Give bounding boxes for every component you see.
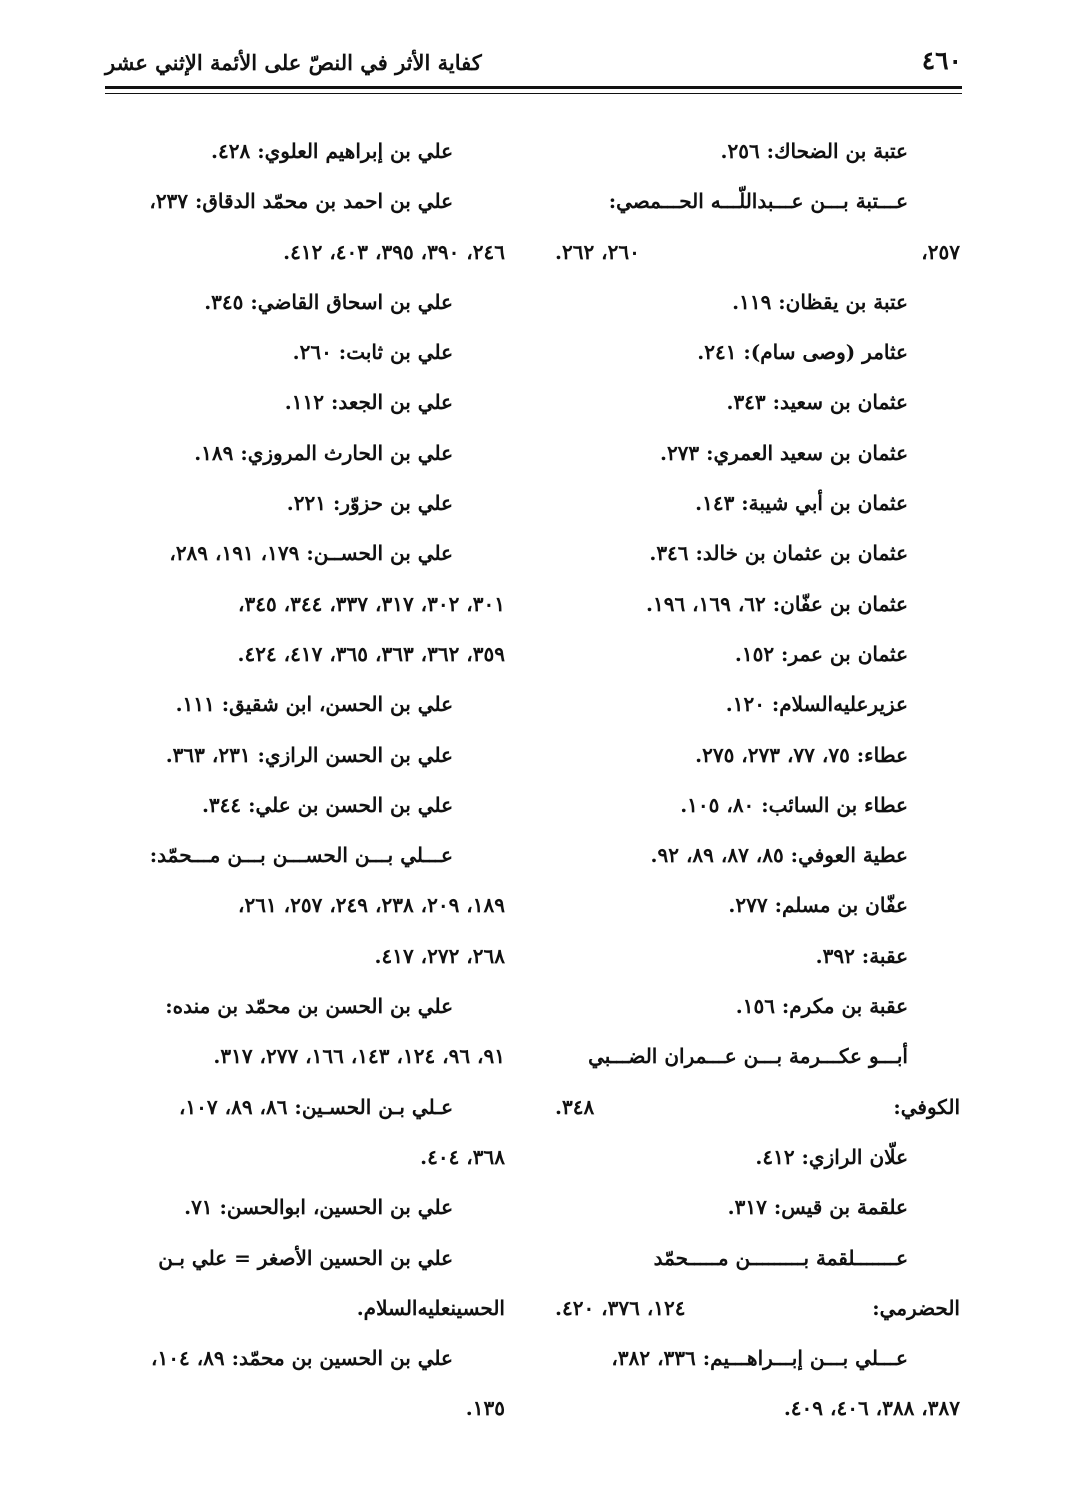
index-entry: علي بن اسحاق القاضي: ٣٤٥.	[204, 289, 453, 314]
header-rule-thick	[105, 86, 962, 89]
index-entry: عثمان بن عمر: ١٥٢.	[734, 641, 908, 666]
index-entry-continuation: الحسينعليه‌السلام.	[356, 1295, 505, 1320]
index-entry: عـــلي بـــن الحســـن بـــن مـــحمّد:	[149, 843, 453, 868]
index-entry: عثامر (وصى سام): ٢٤١.	[697, 340, 908, 365]
index-entry-continuation: ٣٨٧، ٣٨٨، ٤٠٦، ٤٠٩.	[783, 1396, 960, 1421]
index-entry-continuation: ٩١، ٩٦، ١٢٤، ١٤٣، ١٦٦، ٢٧٧، ٣١٧.	[213, 1044, 505, 1069]
index-entry: عـلي بـن الحسـين: ٨٦، ٨٩، ١٠٧،	[178, 1094, 453, 1119]
index-column-right	[555, 126, 960, 1434]
page-number: ٤٦٠	[921, 46, 962, 75]
index-entry: علي بن الحســن: ١٧٩، ١٩١، ٢٨٩،	[169, 541, 453, 566]
index-entry: علي بن ثابت: ٢٦٠.	[292, 340, 453, 365]
index-entry: عطية العوفي: ٨٥، ٨٧، ٨٩، ٩٢.	[650, 843, 908, 868]
index-entry: علي بن احمد بن محمّد الدقاق: ٢٣٧،	[149, 189, 453, 214]
index-entry: عثمان بن عفّان: ٦٢، ١٦٩، ١٩٦.	[646, 591, 908, 616]
index-entry: علي بن إبراهيم العلوي: ٤٢٨.	[211, 139, 453, 163]
index-entry-continuation: ١٨٩، ٢٠٩، ٢٣٨، ٢٤٩، ٢٥٧، ٢٦١،	[238, 893, 505, 918]
index-entry-line	[555, 227, 960, 277]
index-entry-line	[555, 1283, 960, 1333]
index-entry-continuation: ٢٤٦، ٣٩٠، ٣٩٥، ٤٠٣، ٤١٢.	[283, 239, 505, 264]
index-entry-continuation: ١٣٥.	[465, 1396, 505, 1421]
index-entry-pages: ٢٦٠، ٢٦٢.	[555, 239, 640, 264]
index-entry: علي بن الجعد: ١١٢.	[284, 390, 453, 415]
index-entry: علي بن الحسن بن علي: ٣٤٤.	[201, 792, 453, 817]
index-entry-continuation: ٣٦٨، ٤٠٤.	[420, 1144, 505, 1169]
index-entry-continuation: ٣٠١، ٣٠٢، ٣١٧، ٣٣٧، ٣٤٤، ٣٤٥،	[238, 591, 505, 616]
index-entry-pages: ٣٤٨.	[555, 1094, 595, 1119]
index-entry-continuation: ٣٥٩، ٣٦٢، ٣٦٣، ٣٦٥، ٤١٧، ٤٢٤.	[237, 641, 505, 666]
index-entry-lead: الحضرمي:	[872, 1295, 960, 1320]
index-entry: عثمان بن سعيد العمري: ٢٧٣.	[659, 440, 908, 465]
index-column-left	[105, 126, 505, 1434]
index-entry: أبـــو عكـــرمة بـــن عـــمران الضـــبي	[588, 1044, 908, 1069]
index-entry: عثمان بن عثمان بن خالد: ٣٤٦.	[649, 541, 908, 566]
index-entry: علي بن الحسن، ابن شقيق: ١١١.	[175, 692, 453, 717]
header-rule-thin	[105, 93, 962, 94]
index-entry: عتبة بن يقظان: ١١٩.	[732, 289, 908, 314]
index-entry: عقبة: ٣٩٢.	[815, 943, 908, 968]
index-entry: عزيرعليه‌السلام: ١٢٠.	[725, 692, 908, 717]
index-entry: علّان الرازي: ٤١٢.	[755, 1144, 908, 1169]
index-entry: علي بن الحارث المروزي: ١٨٩.	[194, 440, 453, 465]
index-entry: عثمان بن أبي شيبة: ١٤٣.	[695, 491, 908, 516]
index-entry: علي بن حزوّر: ٢٢١.	[286, 491, 453, 516]
index-entry: عتبة بن الضحاك: ٢٥٦.	[720, 139, 908, 163]
index-entry: علي بن الحسن بن محمّد بن منده:	[165, 994, 453, 1019]
index-entry: علي بن الحسن الرازي: ٢٣١، ٣٦٣.	[165, 742, 453, 767]
index-entry: عطاء: ٧٥، ٧٧، ٢٧٣، ٢٧٥.	[695, 742, 908, 767]
index-entry-continuation: ٢٦٨، ٢٧٢، ٤١٧.	[374, 943, 505, 968]
index-entry-line	[555, 1082, 960, 1132]
index-entry: علي بن الحسين الأصغر = علي بـن	[158, 1245, 453, 1270]
index-entry-pages: ١٢٤، ٣٧٦، ٤٢٠.	[555, 1295, 686, 1320]
index-entry: عـــتبة بـــن عـــبداللّـــه الحـــمصي:	[608, 189, 908, 214]
index-entry: علي بن الحسين، ابوالحسن: ٧١.	[184, 1195, 453, 1220]
index-entry-lead: الكوفي:	[893, 1094, 960, 1119]
index-entry-lead: ٢٥٧،	[921, 239, 960, 264]
page-header	[105, 44, 962, 84]
index-entry: عقبة بن مكرم: ١٥٦.	[735, 994, 908, 1019]
index-entry: عـــلي بـــن إبـــراهـــيم: ٣٣٦، ٣٨٢،	[611, 1346, 908, 1371]
index-entry: عطاء بن السائب: ٨٠، ١٠٥.	[680, 792, 908, 817]
index-entry: علقمة بن قيس: ٣١٧.	[727, 1195, 908, 1220]
index-entry: عفّان بن مسلم: ٢٧٧.	[728, 893, 908, 918]
index-entry: عثمان بن سعيد: ٣٤٣.	[726, 390, 908, 415]
running-title: كفاية الأثر في النصّ على الأئمة الإثني عشر	[105, 50, 482, 75]
index-entry: علي بن الحسين بن محمّد: ٨٩، ١٠٤،	[151, 1346, 453, 1371]
index-entry: عـــــــلقمة بـــــــــن مـــــحمّد	[653, 1245, 908, 1270]
